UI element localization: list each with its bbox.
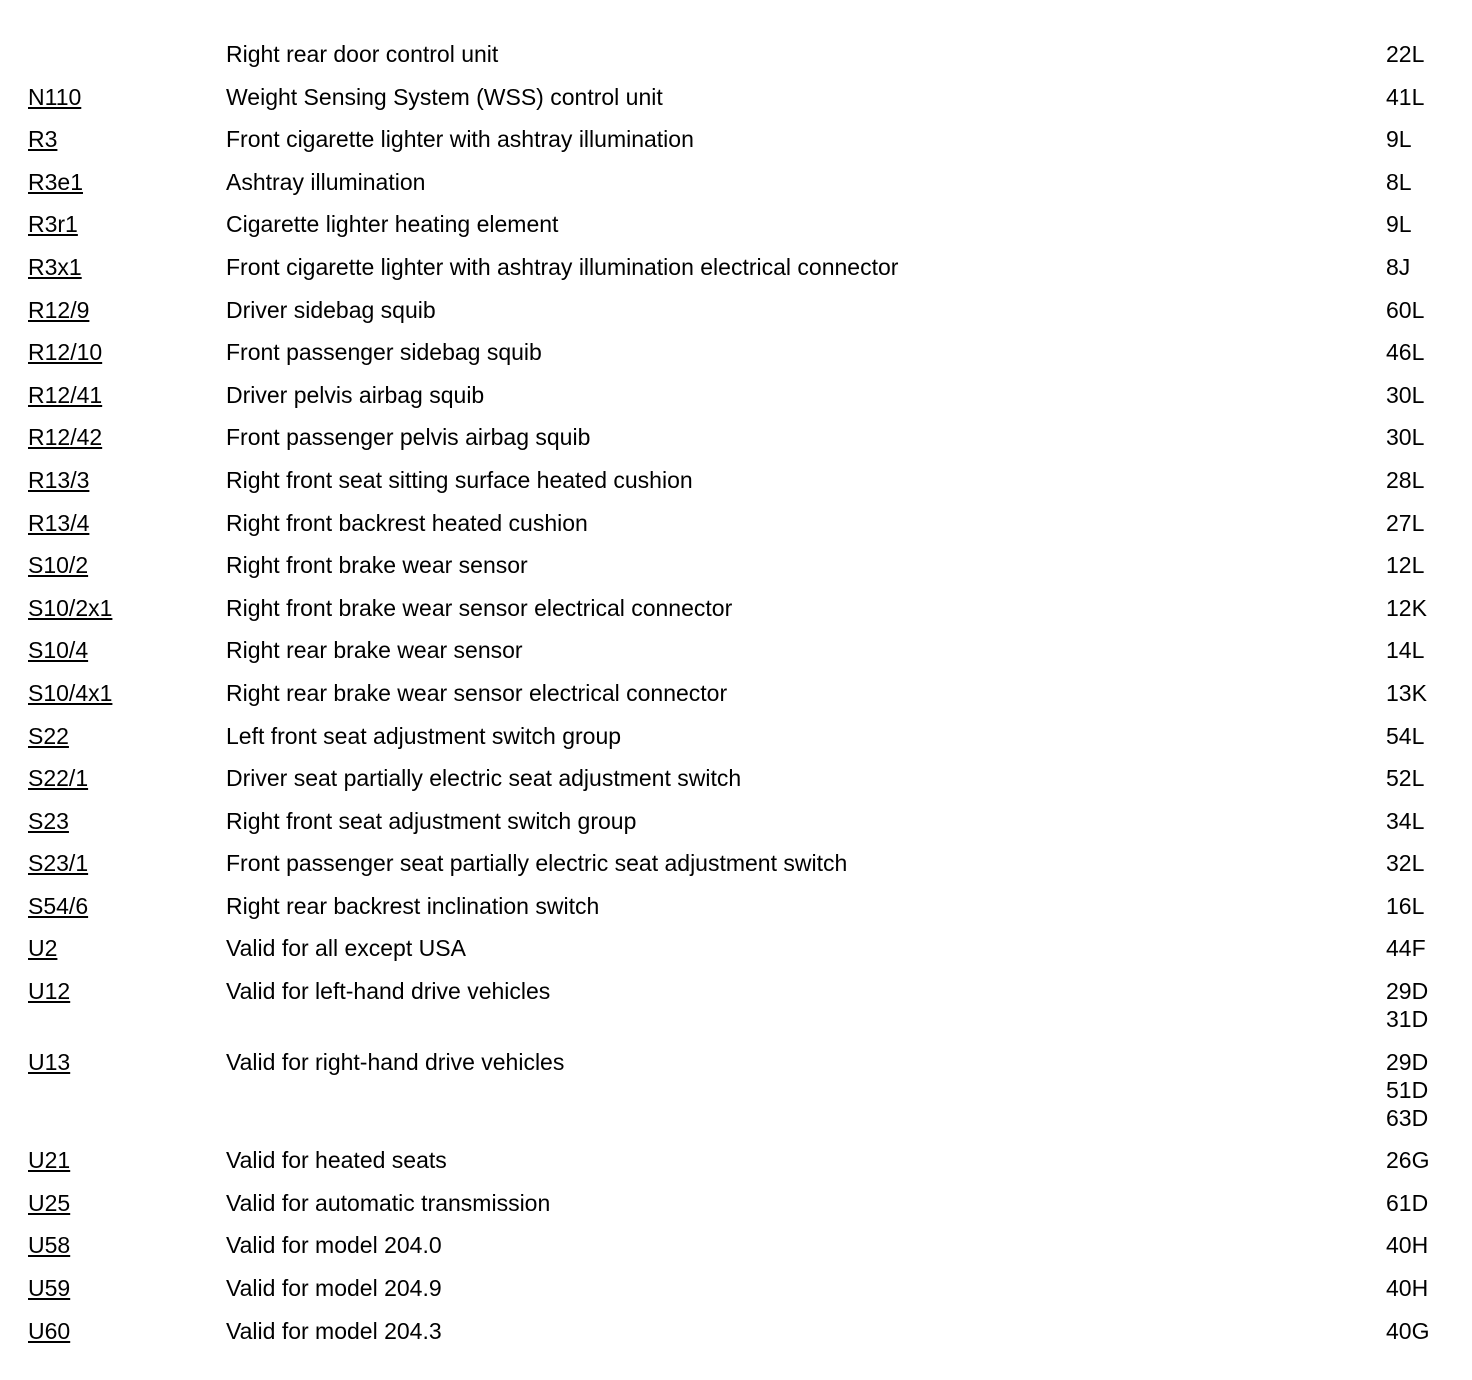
- component-description: Ashtray illumination: [226, 168, 426, 195]
- component-code-link[interactable]: R13/3: [28, 466, 90, 493]
- legend-row: [28, 934, 1448, 962]
- grid-reference: 29D: [1386, 978, 1429, 1005]
- legend-row: [28, 168, 1448, 196]
- grid-reference-group: [1386, 551, 1446, 579]
- component-description: Valid for model 204.0: [226, 1232, 442, 1259]
- legend-row: [28, 1274, 1448, 1302]
- component-description: Right front backrest heated cushion: [226, 509, 588, 536]
- grid-reference-group: [1386, 210, 1446, 238]
- grid-reference-group: [1386, 381, 1446, 409]
- component-code-link[interactable]: U59: [28, 1275, 71, 1302]
- grid-reference: 40H: [1386, 1232, 1429, 1259]
- grid-reference: 9L: [1386, 211, 1412, 238]
- component-description: Front passenger pelvis airbag squib: [226, 424, 591, 451]
- grid-reference: 44F: [1386, 935, 1426, 962]
- component-description: Weight Sensing System (WSS) control unit: [226, 83, 663, 110]
- legend-row: [28, 764, 1448, 792]
- component-description: Right front seat sitting surface heated cushion: [226, 466, 693, 493]
- grid-reference-group: [1386, 1274, 1446, 1302]
- component-code-link[interactable]: R12/41: [28, 381, 103, 408]
- component-code-link[interactable]: S22/1: [28, 765, 89, 792]
- component-code-link[interactable]: S23/1: [28, 850, 89, 877]
- grid-reference-group: [1386, 807, 1446, 835]
- component-code-link[interactable]: R12/9: [28, 296, 90, 323]
- grid-reference: 46L: [1386, 339, 1425, 366]
- component-code-link[interactable]: N110: [28, 83, 82, 110]
- grid-reference: 60L: [1386, 296, 1425, 323]
- component-code-link[interactable]: R12/10: [28, 339, 103, 366]
- component-description: Valid for model 204.9: [226, 1275, 442, 1302]
- component-description: Right front seat adjustment switch group: [226, 807, 637, 834]
- component-code-link[interactable]: R12/42: [28, 424, 103, 451]
- component-description: Valid for model 204.3: [226, 1317, 442, 1344]
- component-code-link[interactable]: U12: [28, 978, 71, 1005]
- component-description: Front passenger seat partially electric seat adjustment switch: [226, 850, 848, 877]
- component-code-link[interactable]: S10/2: [28, 552, 89, 579]
- grid-reference-group: [1386, 594, 1446, 622]
- component-description: Valid for right-hand drive vehicles: [226, 1048, 565, 1075]
- grid-reference: 32L: [1386, 850, 1425, 877]
- grid-reference-group: [1386, 423, 1446, 451]
- grid-reference-group: [1386, 636, 1446, 664]
- component-code-link[interactable]: U60: [28, 1317, 71, 1344]
- grid-reference-group: [1386, 1317, 1446, 1345]
- component-code-link[interactable]: S23: [28, 807, 69, 834]
- legend-row: [28, 83, 1448, 111]
- component-description: Valid for left-hand drive vehicles: [226, 978, 551, 1005]
- component-code-link[interactable]: S10/4x1: [28, 679, 113, 706]
- component-description: Right front brake wear sensor: [226, 552, 528, 579]
- component-description: Right rear backrest inclination switch: [226, 892, 600, 919]
- component-description: Driver seat partially electric seat adjustment switch: [226, 765, 742, 792]
- grid-reference: 61D: [1386, 1189, 1429, 1216]
- component-description: Right rear door control unit: [226, 41, 499, 67]
- grid-reference-group: [1386, 83, 1446, 111]
- component-description: Left front seat adjustment switch group: [226, 722, 622, 749]
- grid-reference-group: [1386, 466, 1446, 494]
- grid-reference-group: [1386, 977, 1446, 1033]
- grid-reference: 22L: [1386, 41, 1425, 67]
- component-description: Driver sidebag squib: [226, 296, 436, 323]
- grid-reference: 51D: [1386, 1076, 1429, 1103]
- component-description: Right rear brake wear sensor electrical connector: [226, 679, 728, 706]
- component-code-link[interactable]: U21: [28, 1147, 71, 1174]
- legend-row: [28, 466, 1448, 494]
- component-description: Valid for all except USA: [226, 935, 466, 962]
- grid-reference: 12L: [1386, 552, 1425, 579]
- component-code-link[interactable]: S22: [28, 722, 69, 749]
- component-code-link[interactable]: S10/2x1: [28, 594, 113, 621]
- legend-row: [28, 40, 1448, 68]
- legend-row: [28, 977, 1448, 1033]
- legend-row: [28, 1146, 1448, 1174]
- legend-row: [28, 1048, 1448, 1132]
- legend-row: [28, 892, 1448, 920]
- component-code-link[interactable]: U58: [28, 1232, 71, 1259]
- legend-row: [28, 594, 1448, 622]
- grid-reference-group: [1386, 40, 1446, 68]
- component-description: Front cigarette lighter with ashtray illumination electrical connector: [226, 253, 899, 280]
- grid-reference: 31D: [1386, 1006, 1429, 1033]
- component-description: Driver pelvis airbag squib: [226, 381, 485, 408]
- grid-reference-group: [1386, 892, 1446, 920]
- grid-reference-group: [1386, 934, 1446, 962]
- grid-reference: 26G: [1386, 1147, 1430, 1174]
- component-description: Cigarette lighter heating element: [226, 211, 559, 238]
- legend-row: [28, 296, 1448, 324]
- grid-reference-group: [1386, 764, 1446, 792]
- grid-reference-group: [1386, 1146, 1446, 1174]
- legend-row: [28, 125, 1448, 153]
- grid-reference: 52L: [1386, 765, 1425, 792]
- component-code-link[interactable]: U13: [28, 1048, 71, 1075]
- component-code-link[interactable]: S54/6: [28, 892, 89, 919]
- grid-reference: 13K: [1386, 679, 1427, 706]
- legend-row: [28, 807, 1448, 835]
- grid-reference: 30L: [1386, 424, 1425, 451]
- grid-reference: 54L: [1386, 722, 1425, 749]
- grid-reference-group: [1386, 679, 1446, 707]
- legend-row: [28, 551, 1448, 579]
- grid-reference: 27L: [1386, 509, 1425, 536]
- legend-row: [28, 210, 1448, 238]
- grid-reference: 9L: [1386, 126, 1412, 153]
- legend-row: [28, 1317, 1448, 1345]
- component-description: Right rear brake wear sensor: [226, 637, 523, 664]
- component-code-link[interactable]: S10/4: [28, 637, 89, 664]
- grid-reference: 12K: [1386, 594, 1427, 621]
- legend-row: [28, 1189, 1448, 1217]
- component-code-link[interactable]: R3e1: [28, 168, 83, 195]
- grid-reference: 8L: [1386, 168, 1412, 195]
- legend-row: [28, 636, 1448, 664]
- grid-reference-group: [1386, 253, 1446, 281]
- legend-row: [28, 1231, 1448, 1259]
- component-legend-list: [28, 40, 1448, 1359]
- component-code-link[interactable]: R3: [28, 126, 58, 153]
- grid-reference: 8J: [1386, 253, 1411, 280]
- grid-reference: 28L: [1386, 466, 1425, 493]
- grid-reference: 14L: [1386, 637, 1425, 664]
- component-description: Valid for heated seats: [226, 1147, 447, 1174]
- grid-reference: 29D: [1386, 1048, 1429, 1075]
- grid-reference-group: [1386, 849, 1446, 877]
- grid-reference: 34L: [1386, 807, 1425, 834]
- component-description: Front passenger sidebag squib: [226, 339, 542, 366]
- component-description: Right front brake wear sensor electrical connector: [226, 594, 733, 621]
- component-code-link[interactable]: R13/4: [28, 509, 90, 536]
- component-code-link[interactable]: U25: [28, 1189, 71, 1216]
- grid-reference: 16L: [1386, 892, 1425, 919]
- legend-row: [28, 381, 1448, 409]
- grid-reference: 63D: [1386, 1104, 1429, 1131]
- legend-row: [28, 253, 1448, 281]
- legend-row: [28, 679, 1448, 707]
- legend-row: [28, 722, 1448, 750]
- component-description: Valid for automatic transmission: [226, 1189, 551, 1216]
- grid-reference: 41L: [1386, 83, 1425, 110]
- legend-row: [28, 849, 1448, 877]
- grid-reference-group: [1386, 296, 1446, 324]
- grid-reference: 40H: [1386, 1275, 1429, 1302]
- grid-reference: 30L: [1386, 381, 1425, 408]
- legend-row: [28, 338, 1448, 366]
- grid-reference: 40G: [1386, 1317, 1430, 1344]
- grid-reference-group: [1386, 125, 1446, 153]
- component-code-link[interactable]: R3r1: [28, 211, 78, 238]
- component-code-link[interactable]: U2: [28, 935, 58, 962]
- grid-reference-group: [1386, 509, 1446, 537]
- grid-reference-group: [1386, 168, 1446, 196]
- grid-reference-group: [1386, 1189, 1446, 1217]
- legend-row: [28, 423, 1448, 451]
- legend-row: [28, 509, 1448, 537]
- grid-reference-group: [1386, 338, 1446, 366]
- grid-reference-group: [1386, 722, 1446, 750]
- component-code-link[interactable]: R3x1: [28, 253, 82, 280]
- component-description: Front cigarette lighter with ashtray illumination: [226, 126, 694, 153]
- grid-reference-group: [1386, 1048, 1446, 1132]
- grid-reference-group: [1386, 1231, 1446, 1259]
